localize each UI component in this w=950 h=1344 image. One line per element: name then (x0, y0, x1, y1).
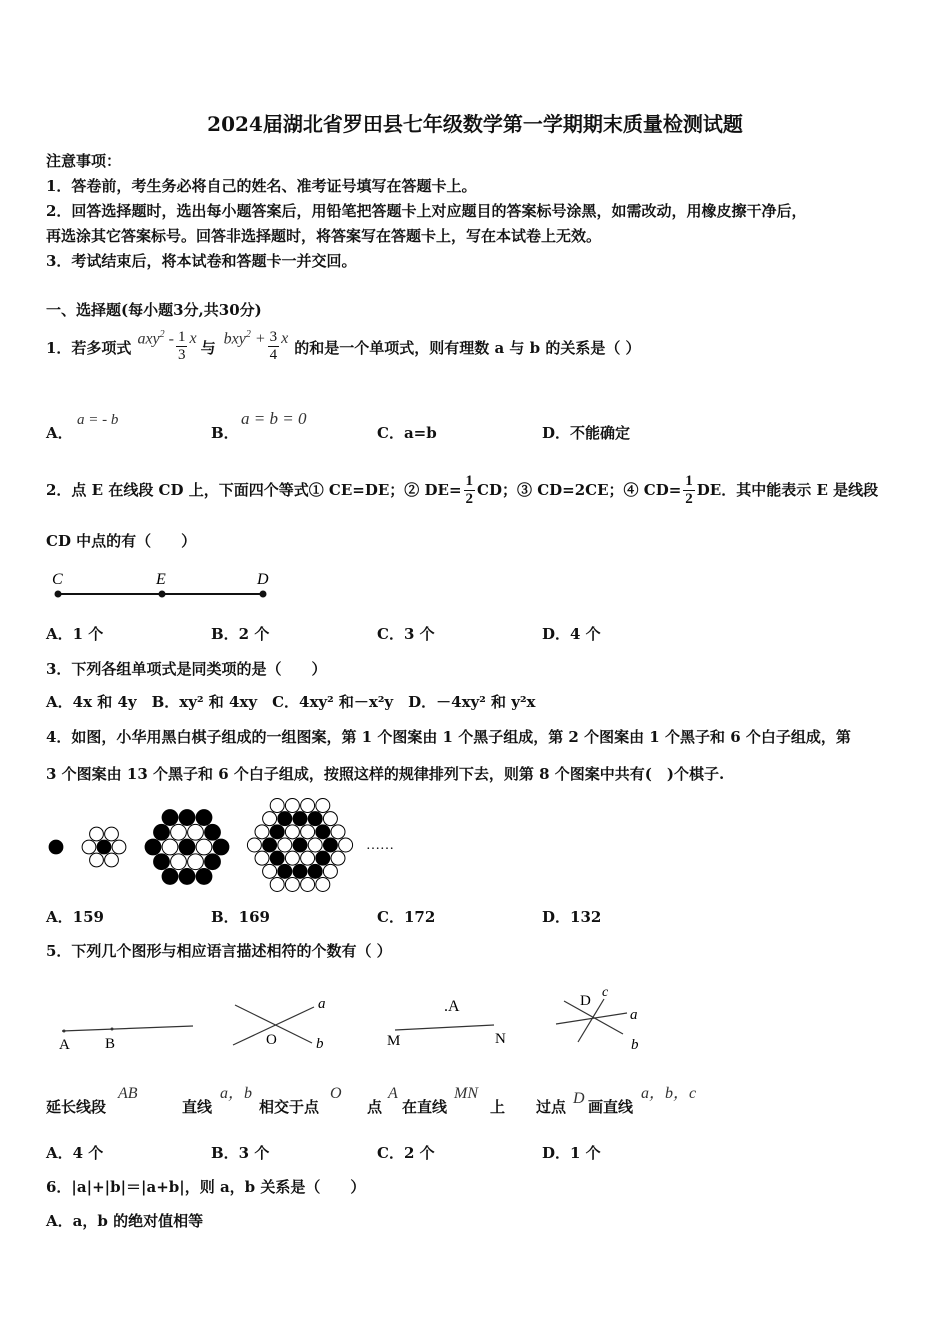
fig1-label-b: B (105, 1036, 116, 1052)
black-piece (316, 851, 330, 865)
fig1-point-a (63, 1030, 66, 1033)
white-piece (285, 799, 299, 813)
q5-desc2-b: 相交于点 (259, 1098, 320, 1116)
black-piece (97, 840, 111, 854)
black-piece (323, 838, 337, 852)
white-piece (171, 854, 187, 870)
pattern-1 (49, 840, 63, 854)
white-piece (316, 799, 330, 813)
white-piece (171, 824, 187, 840)
notice-item-2: 2．回答选择题时，选出每小题答案后，用铅笔把答题卡上对应题目的答案标号涂黑，如需改动，用橡皮擦干净后， (46, 202, 807, 220)
white-piece (247, 838, 261, 852)
q4-option-b: B．169 (211, 908, 270, 926)
question-3-stem: 3．下列各组单项式是同类项的是（ ） (46, 660, 327, 678)
question-4-line1: 4．如图，小华用黑白棋子组成的一组图案，第 1 个图案由 1 个黑子组成，第 2 个图案由 1 个黑子和 6 个白子组成，第 (46, 728, 851, 746)
q2-frac1: $\frac{1}{2}$ (465, 473, 474, 507)
white-piece (270, 877, 284, 891)
fig2-label-b: b (316, 1036, 324, 1052)
label-c: C (52, 571, 63, 588)
q5-option-d: D．1 个 (542, 1144, 601, 1162)
white-piece (285, 825, 299, 839)
black-piece (278, 812, 292, 826)
black-piece (263, 838, 277, 852)
q5-desc3-math: A (388, 1085, 398, 1102)
q1-option-c: C．a=b (377, 424, 437, 442)
black-piece (145, 839, 161, 855)
white-piece (285, 851, 299, 865)
black-piece (179, 869, 195, 885)
pattern-ellipsis: …… (366, 838, 394, 853)
black-piece (49, 840, 63, 854)
fig4-label-a: a (630, 1007, 638, 1023)
black-piece (154, 854, 170, 870)
black-piece (308, 864, 322, 878)
q1-mid: 与 (200, 339, 216, 357)
q2-option-b: B．2 个 (211, 625, 270, 643)
white-piece (301, 851, 315, 865)
white-piece (255, 851, 269, 865)
q1-option-b-label: B． (211, 424, 239, 442)
q4-option-a: A．159 (46, 908, 104, 926)
white-piece (331, 851, 345, 865)
q5-desc1-text: 延长线段 (46, 1098, 107, 1116)
point-e (159, 591, 166, 598)
white-piece (263, 864, 277, 878)
q5-figures (40, 985, 670, 1060)
notice-item-1: 1．答卷前，考生务必将自己的姓名、准考证号填写在答题卡上。 (46, 177, 477, 195)
white-piece (90, 853, 104, 867)
white-piece (301, 799, 315, 813)
q5-desc4-a: 过点 (536, 1098, 567, 1116)
q5-desc4-math: D (573, 1090, 585, 1107)
white-piece (270, 799, 284, 813)
chess-pattern-figure (44, 795, 404, 895)
white-piece (323, 812, 337, 826)
q6-option-a: A．a，b 的绝对值相等 (46, 1212, 204, 1230)
white-piece (285, 877, 299, 891)
white-piece (301, 825, 315, 839)
fig3-label-n: N (495, 1031, 506, 1047)
black-piece (196, 869, 212, 885)
black-piece (154, 824, 170, 840)
notice-item-3: 3．考试结束后，将本试卷和答题卡一并交回。 (46, 252, 357, 270)
white-piece (90, 827, 104, 841)
fig3-label-m: M (387, 1033, 401, 1049)
notice-heading: 注意事项： (46, 152, 122, 170)
white-piece (188, 824, 204, 840)
white-piece (323, 864, 337, 878)
segment-cd-figure (46, 568, 286, 608)
q1-option-b-expr: a = b = 0 (241, 409, 307, 428)
black-piece (293, 838, 307, 852)
q5-desc2-math: a，b (220, 1085, 253, 1102)
q5-desc1-math: AB (118, 1085, 138, 1102)
label-d: D (257, 571, 269, 588)
q2-option-a: A．1 个 (46, 625, 104, 643)
q2-text-c: DE．其中能表示 E 是线段 (696, 481, 879, 499)
white-piece (316, 877, 330, 891)
white-piece (278, 838, 292, 852)
point-d (260, 591, 267, 598)
black-piece (308, 812, 322, 826)
fig4-label-d: D (580, 993, 591, 1009)
black-piece (196, 810, 212, 826)
q1-expr2: bxy$^2$ + (223, 329, 266, 348)
black-piece (316, 825, 330, 839)
fig4-label-b: b (631, 1037, 639, 1053)
black-piece (293, 812, 307, 826)
fig2-label-o: O (266, 1032, 277, 1048)
notice-item-2-cont: 再选涂其它答案标号。回答非选择题时，将答案写在答题卡上，写在本试卷上无效。 (46, 227, 602, 245)
q5-desc3-c: 上 (490, 1098, 506, 1116)
black-piece (278, 864, 292, 878)
q5-desc4-b: 画直线 (588, 1098, 634, 1116)
white-piece (339, 838, 353, 852)
pattern-2 (82, 827, 126, 867)
white-piece (255, 825, 269, 839)
question-6-stem: 6．|a|+|b|＝|a+b|，则 a，b 关系是（ ） (46, 1178, 366, 1196)
white-piece (112, 840, 126, 854)
question-4-line2: 3 个图案由 13 个黑子和 6 个白子组成，按照这样的规律排列下去，则第 8 个图案中共有( )个棋子. (46, 765, 725, 783)
pattern-3 (145, 810, 229, 885)
q1-x1: x (189, 330, 197, 348)
fig1-point-b (111, 1028, 114, 1031)
fig4-label-c: c (602, 985, 609, 1000)
q1-prefix: 1．若多项式 (46, 339, 132, 357)
fig1-label-a: A (59, 1037, 70, 1053)
black-piece (270, 825, 284, 839)
black-piece (162, 869, 178, 885)
q3-options: A．4x 和 4y B．xy² 和 4xy C．4xy² 和－x²y D．－4xy² 和 y²x (46, 693, 536, 711)
fig4-line-a (556, 1013, 627, 1024)
white-piece (331, 825, 345, 839)
page-title: 2024届湖北省罗田县七年级数学第一学期期末质量检测试题 (207, 112, 743, 136)
q1-option-a-label: A． (46, 424, 73, 442)
black-piece (162, 810, 178, 826)
q5-desc3-a: 点 (367, 1098, 383, 1116)
black-piece (179, 839, 195, 855)
q1-option-a-expr: a = - b (77, 412, 119, 428)
q5-option-a: A．4 个 (46, 1144, 104, 1162)
q2-stem-line2: CD 中点的有（ ） (46, 532, 197, 550)
white-piece (196, 839, 212, 855)
section-heading: 一、选择题(每小题3分,共30分) (46, 301, 262, 319)
fig3-line-mn (395, 1025, 494, 1030)
q1-frac2: $\frac{3}{4}$ (269, 329, 278, 363)
q1-option-d: D．不能确定 (542, 424, 631, 442)
q1-frac1: $\frac{1}{3}$ (177, 329, 186, 363)
fig2-label-a: a (318, 996, 326, 1012)
q2-option-c: C．3 个 (377, 625, 435, 643)
q5-desc3-math2: MN (454, 1085, 478, 1102)
q5-desc2-math2: O (330, 1085, 342, 1102)
white-piece (162, 839, 178, 855)
white-piece (188, 854, 204, 870)
q2-option-d: D．4 个 (542, 625, 601, 643)
question-5-stem: 5．下列几个图形与相应语言描述相符的个数有（ ） (46, 942, 392, 960)
black-piece (179, 810, 195, 826)
pattern-4 (247, 799, 352, 892)
label-e: E (156, 571, 166, 588)
q2-text-a: 2．点 E 在线段 CD 上，下面四个等式① CE=DE；② DE= (46, 481, 462, 499)
white-piece (301, 877, 315, 891)
q4-option-c: C．172 (377, 908, 436, 926)
q5-desc2-a: 直线 (182, 1098, 213, 1116)
q2-text-b: CD；③ CD=2CE；④ CD= (477, 481, 682, 499)
black-piece (205, 854, 221, 870)
q1-expr1: axy$^2$ - (137, 329, 174, 348)
q2-frac2: $\frac{1}{2}$ (685, 473, 693, 507)
point-c (55, 591, 62, 598)
q5-option-b: B．3 个 (211, 1144, 270, 1162)
q1-x2: x (281, 330, 289, 348)
q5-option-c: C．2 个 (377, 1144, 435, 1162)
white-piece (263, 812, 277, 826)
white-piece (105, 853, 119, 867)
black-piece (213, 839, 229, 855)
black-piece (293, 864, 307, 878)
white-piece (308, 838, 322, 852)
white-piece (82, 840, 96, 854)
black-piece (270, 851, 284, 865)
q5-desc3-b: 在直线 (402, 1098, 448, 1116)
question-1-stem (46, 324, 641, 372)
q5-desc4-math2: a，b，c (641, 1085, 697, 1102)
white-piece (105, 827, 119, 841)
question-2-stem (46, 468, 878, 512)
black-piece (205, 824, 221, 840)
fig1-line (62, 1026, 193, 1031)
q4-option-d: D．132 (542, 908, 602, 926)
fig3-point-a: .A (444, 998, 460, 1015)
q1-suffix: 的和是一个单项式，则有理数 a 与 b 的关系是（ ） (294, 339, 641, 357)
